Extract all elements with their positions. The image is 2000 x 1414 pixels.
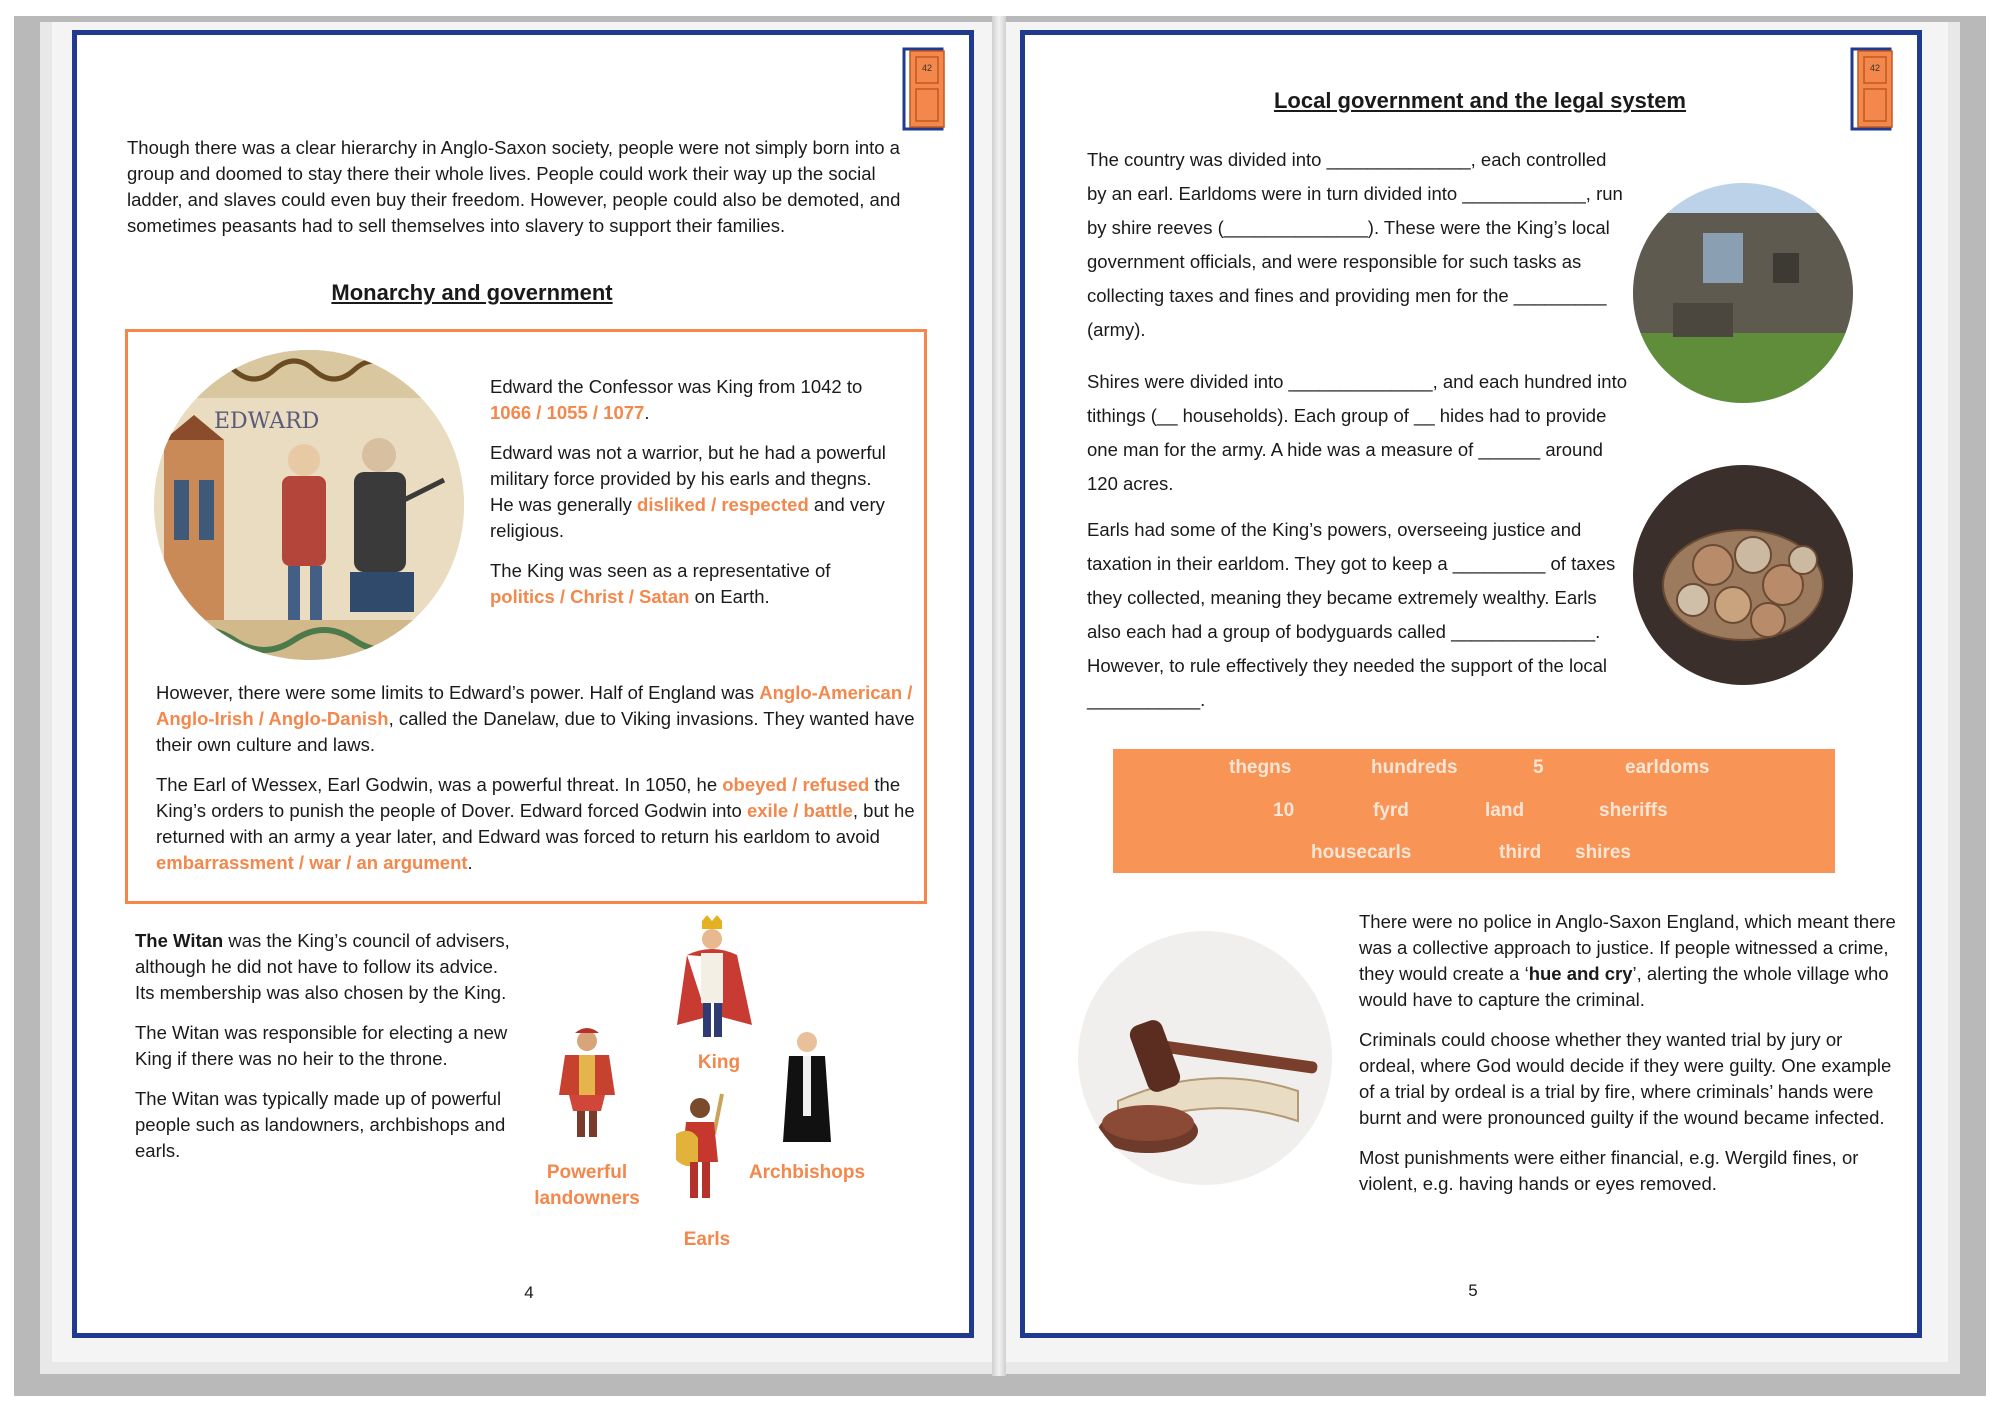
word-bank-item: fyrd — [1373, 800, 1409, 821]
word-bank-item: housecarls — [1311, 842, 1412, 863]
page-number-right: 5 — [1468, 1281, 1478, 1300]
witan-definition: The Witan was the King’s council of advisers, although he did not have to follow its advice. Its membership was also chosen by the King. — [135, 930, 510, 1003]
intro-paragraph: Though there was a clear hierarchy in Anglo-Saxon society, people were not simply born into a group and doomed to stay there their whole lives. People could work their way up the social ladder, and slaves could even buy their freedom. However, people could also be demoted, and sometimes peasants had to sell themselves into slavery to support their families. — [127, 137, 901, 236]
edward-religion: The King was seen as a representative of politics / Christ / Satan on Earth. — [490, 560, 831, 607]
castle-ruin-image — [1633, 183, 1853, 403]
choice-reputation[interactable]: disliked / respected — [637, 494, 809, 515]
word-bank-item: earldoms — [1625, 757, 1710, 778]
landowner-figure — [547, 1025, 627, 1145]
word-bank-item: 10 — [1273, 800, 1295, 821]
svg-text:EDWARD: EDWARD — [214, 409, 320, 434]
king-figure — [667, 915, 757, 1045]
label-king: King — [697, 1052, 741, 1073]
trial-paragraph: Criminals could choose whether they wanted trial by jury or ordeal, where God would decide if they were guilty. One example of a trial by ordeal is a trial by fire, where criminals’ hands were burnt and were pronounced guilty if the wound became infected. — [1359, 1029, 1892, 1128]
shires-paragraph: Shires were divided into ______________, and each hundred into tithings (__ households). Each group of __ hides had to provide one man for the army. A hide was a measure of ______ around 120 acres. — [1087, 371, 1627, 494]
justice-text — [1359, 909, 1899, 1197]
punishments-paragraph: Most punishments were either financial, e.g. Wergild fines, or violent, e.g. having hands or eyes removed. — [1359, 1147, 1859, 1194]
earldoms-paragraph: The country was divided into ______________, each controlled by an earl. Earldoms were in turn divided into ____________, run by shire reeves (______________). These were the King’s local government officials, and were responsible for such tasks as collecting taxes and fines and providing men for the _________ (army). — [1087, 149, 1623, 340]
choice-obeyed-refused[interactable]: obeyed / refused — [722, 774, 870, 795]
earl-figure — [662, 1090, 742, 1210]
edward-reign: Edward the Confessor was King from 1042 to 1066 / 1055 / 1077. — [490, 376, 863, 423]
word-bank-item: 5 — [1533, 757, 1544, 778]
heading-local-government: Local government and the legal system — [1273, 88, 1686, 113]
godwin-paragraph: The Earl of Wessex, Earl Godwin, was a powerful threat. In 1050, he obeyed / refused the King’s orders to punish the people of Dover. Edward forced Godwin into exile / battle, but he returned with an army a year later, and Edward was forced to return his earldom to avoid embarrassment / war / an argument. — [156, 774, 915, 873]
word-bank — [1113, 749, 1835, 873]
bayeux-tapestry-image — [154, 350, 464, 660]
heading-monarchy: Monarchy and government — [331, 280, 613, 305]
label-earls: Earls — [683, 1229, 731, 1250]
witan-membership: The Witan was typically made up of powerful people such as landowners, archbishops and earls. — [135, 1088, 506, 1161]
word-bank-item: land — [1485, 800, 1525, 821]
word-bank-item: thegns — [1229, 757, 1292, 778]
page-left — [72, 30, 974, 1338]
edward-military: Edward was not a warrior, but he had a powerful military force provided by his earls and thegns. He was generally disliked / respected and very religious. — [490, 442, 886, 541]
choice-representative[interactable]: politics / Christ / Satan — [490, 586, 690, 607]
choice-exile-battle[interactable]: exile / battle — [746, 800, 853, 821]
door-icon — [1850, 47, 1894, 133]
word-bank-item: third — [1499, 842, 1542, 863]
choice-avoid[interactable]: embarrassment / war / an argument — [156, 852, 468, 873]
word-bank-item: shires — [1575, 842, 1631, 863]
coins-image — [1633, 465, 1853, 685]
word-bank-item: hundreds — [1371, 757, 1458, 778]
witan-text — [135, 928, 515, 1164]
door-icon — [902, 47, 946, 133]
gavel-image — [1078, 931, 1332, 1185]
witan-election: The Witan was responsible for electing a new King if there was no heir to the throne. — [135, 1022, 508, 1069]
page-number-left: 4 — [524, 1283, 534, 1302]
svg-text:42: 42 — [1869, 63, 1881, 73]
choice-reign-end[interactable]: 1066 / 1055 / 1077 — [490, 402, 645, 423]
label-landowners: Powerful landowners — [534, 1162, 640, 1209]
limits-paragraph: However, there were some limits to Edward’s power. Half of England was Anglo-American / Anglo-Irish / Anglo-Danish, called the Danelaw, due to Viking invasions. They wanted have their own culture and laws. — [156, 682, 915, 755]
door-number: 42 — [921, 63, 933, 73]
edward-text — [490, 374, 900, 610]
archbishop-figure — [777, 1028, 837, 1146]
choice-danelaw[interactable]: Anglo-American / Anglo-Irish / Anglo-Danish — [156, 682, 913, 729]
label-archbishops: Archbishops — [748, 1162, 866, 1183]
monarchy-box — [125, 329, 927, 904]
word-bank-item: sheriffs — [1599, 800, 1668, 821]
earls-paragraph: Earls had some of the King’s powers, overseeing justice and taxation in their earldom. They got to keep a _________ of taxes they collected, meaning they became extremely wealthy. Earls also each had a group of bodyguards called ______________. However, to rule effectively they needed the support of the local ___________. — [1087, 519, 1616, 710]
hue-and-cry-paragraph: There were no police in Anglo-Saxon England, which meant there was a collective approach to justice. If people witnessed a crime, they would create a ‘hue and cry’, alerting the whole village who would have to capture the criminal. — [1359, 911, 1896, 1010]
book-spine — [992, 16, 1006, 1376]
page-right — [1020, 30, 1922, 1338]
